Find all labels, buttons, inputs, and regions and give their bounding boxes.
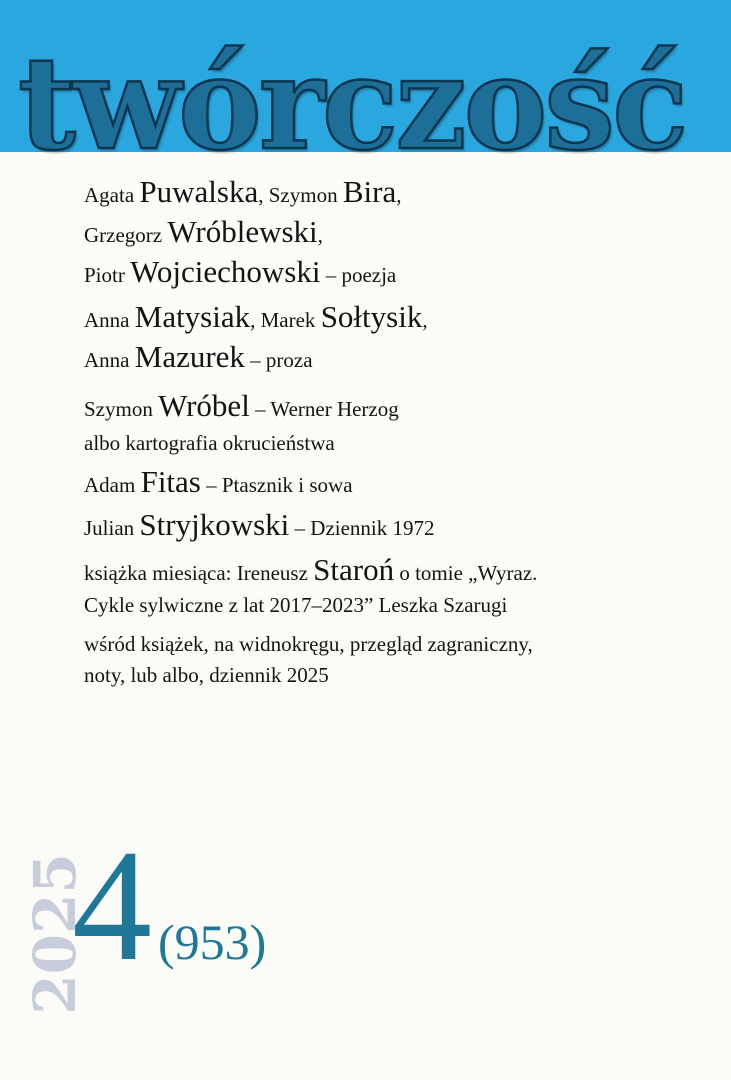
contents-line — [84, 341, 724, 372]
contents-text: , — [396, 183, 402, 207]
contents-text: Cykle sylwiczne z lat 2017–2023” Leszka Szarugi — [84, 593, 508, 617]
magazine-title: twórczość — [18, 29, 686, 179]
contents-line — [84, 176, 724, 207]
contents-line — [84, 466, 724, 497]
author-surname: Wróblewski — [167, 214, 318, 249]
author-surname: Bira — [342, 174, 397, 209]
author-surname: Wojciechowski — [130, 254, 321, 289]
contents-line — [84, 665, 724, 686]
contents-text: Anna — [84, 348, 135, 372]
contents-text: , — [317, 223, 323, 247]
contents-text: , — [422, 308, 428, 332]
contents-line — [84, 256, 724, 287]
contents-text: Grzegorz — [84, 223, 168, 247]
author-surname: Wróbel — [158, 388, 250, 423]
contents-text: o tomie „Wyraz. — [394, 561, 538, 585]
author-surname: Stryjkowski — [139, 507, 290, 542]
table-of-contents — [84, 176, 724, 686]
contents-text: Szymon — [84, 397, 159, 421]
contents-text: Anna — [84, 308, 135, 332]
contents-line — [84, 216, 724, 247]
issue-number-block — [72, 816, 267, 994]
contents-line — [84, 390, 724, 421]
contents-text: – Ptasznik i sowa — [200, 473, 353, 497]
contents-text: , Szymon — [258, 183, 343, 207]
contents-text: – poezja — [320, 263, 397, 287]
author-surname: Fitas — [140, 464, 201, 499]
contents-text: wśród książek, na widnokręgu, przegląd zagraniczny, — [84, 632, 533, 656]
author-surname: Staroń — [313, 552, 395, 587]
contents-line — [84, 509, 724, 540]
contents-text: Agata — [84, 183, 140, 207]
contents-line — [84, 634, 724, 655]
contents-text: , Marek — [250, 308, 321, 332]
author-surname: Puwalska — [139, 174, 259, 209]
contents-text: albo kartografia okrucieństwa — [84, 431, 335, 455]
contents-text: noty, lub albo, dziennik 2025 — [84, 663, 329, 687]
author-surname: Sołtysik — [320, 299, 423, 334]
contents-line — [84, 433, 724, 454]
contents-text: – proza — [244, 348, 313, 372]
contents-text: Julian — [84, 516, 140, 540]
contents-line — [84, 301, 724, 332]
contents-text: – Werner Herzog — [249, 397, 399, 421]
issue-total-number: (953) — [158, 914, 267, 970]
contents-text: – Dziennik 1972 — [289, 516, 435, 540]
issue-year: 2025 — [21, 853, 89, 1015]
author-surname: Mazurek — [134, 339, 245, 374]
author-surname: Matysiak — [134, 299, 251, 334]
contents-text: Adam — [84, 473, 141, 497]
contents-line — [84, 595, 724, 616]
contents-line — [84, 554, 724, 585]
issue-number: 4 — [72, 816, 152, 994]
contents-text: książka miesiąca: Ireneusz — [84, 561, 314, 585]
contents-text: Piotr — [84, 263, 131, 287]
